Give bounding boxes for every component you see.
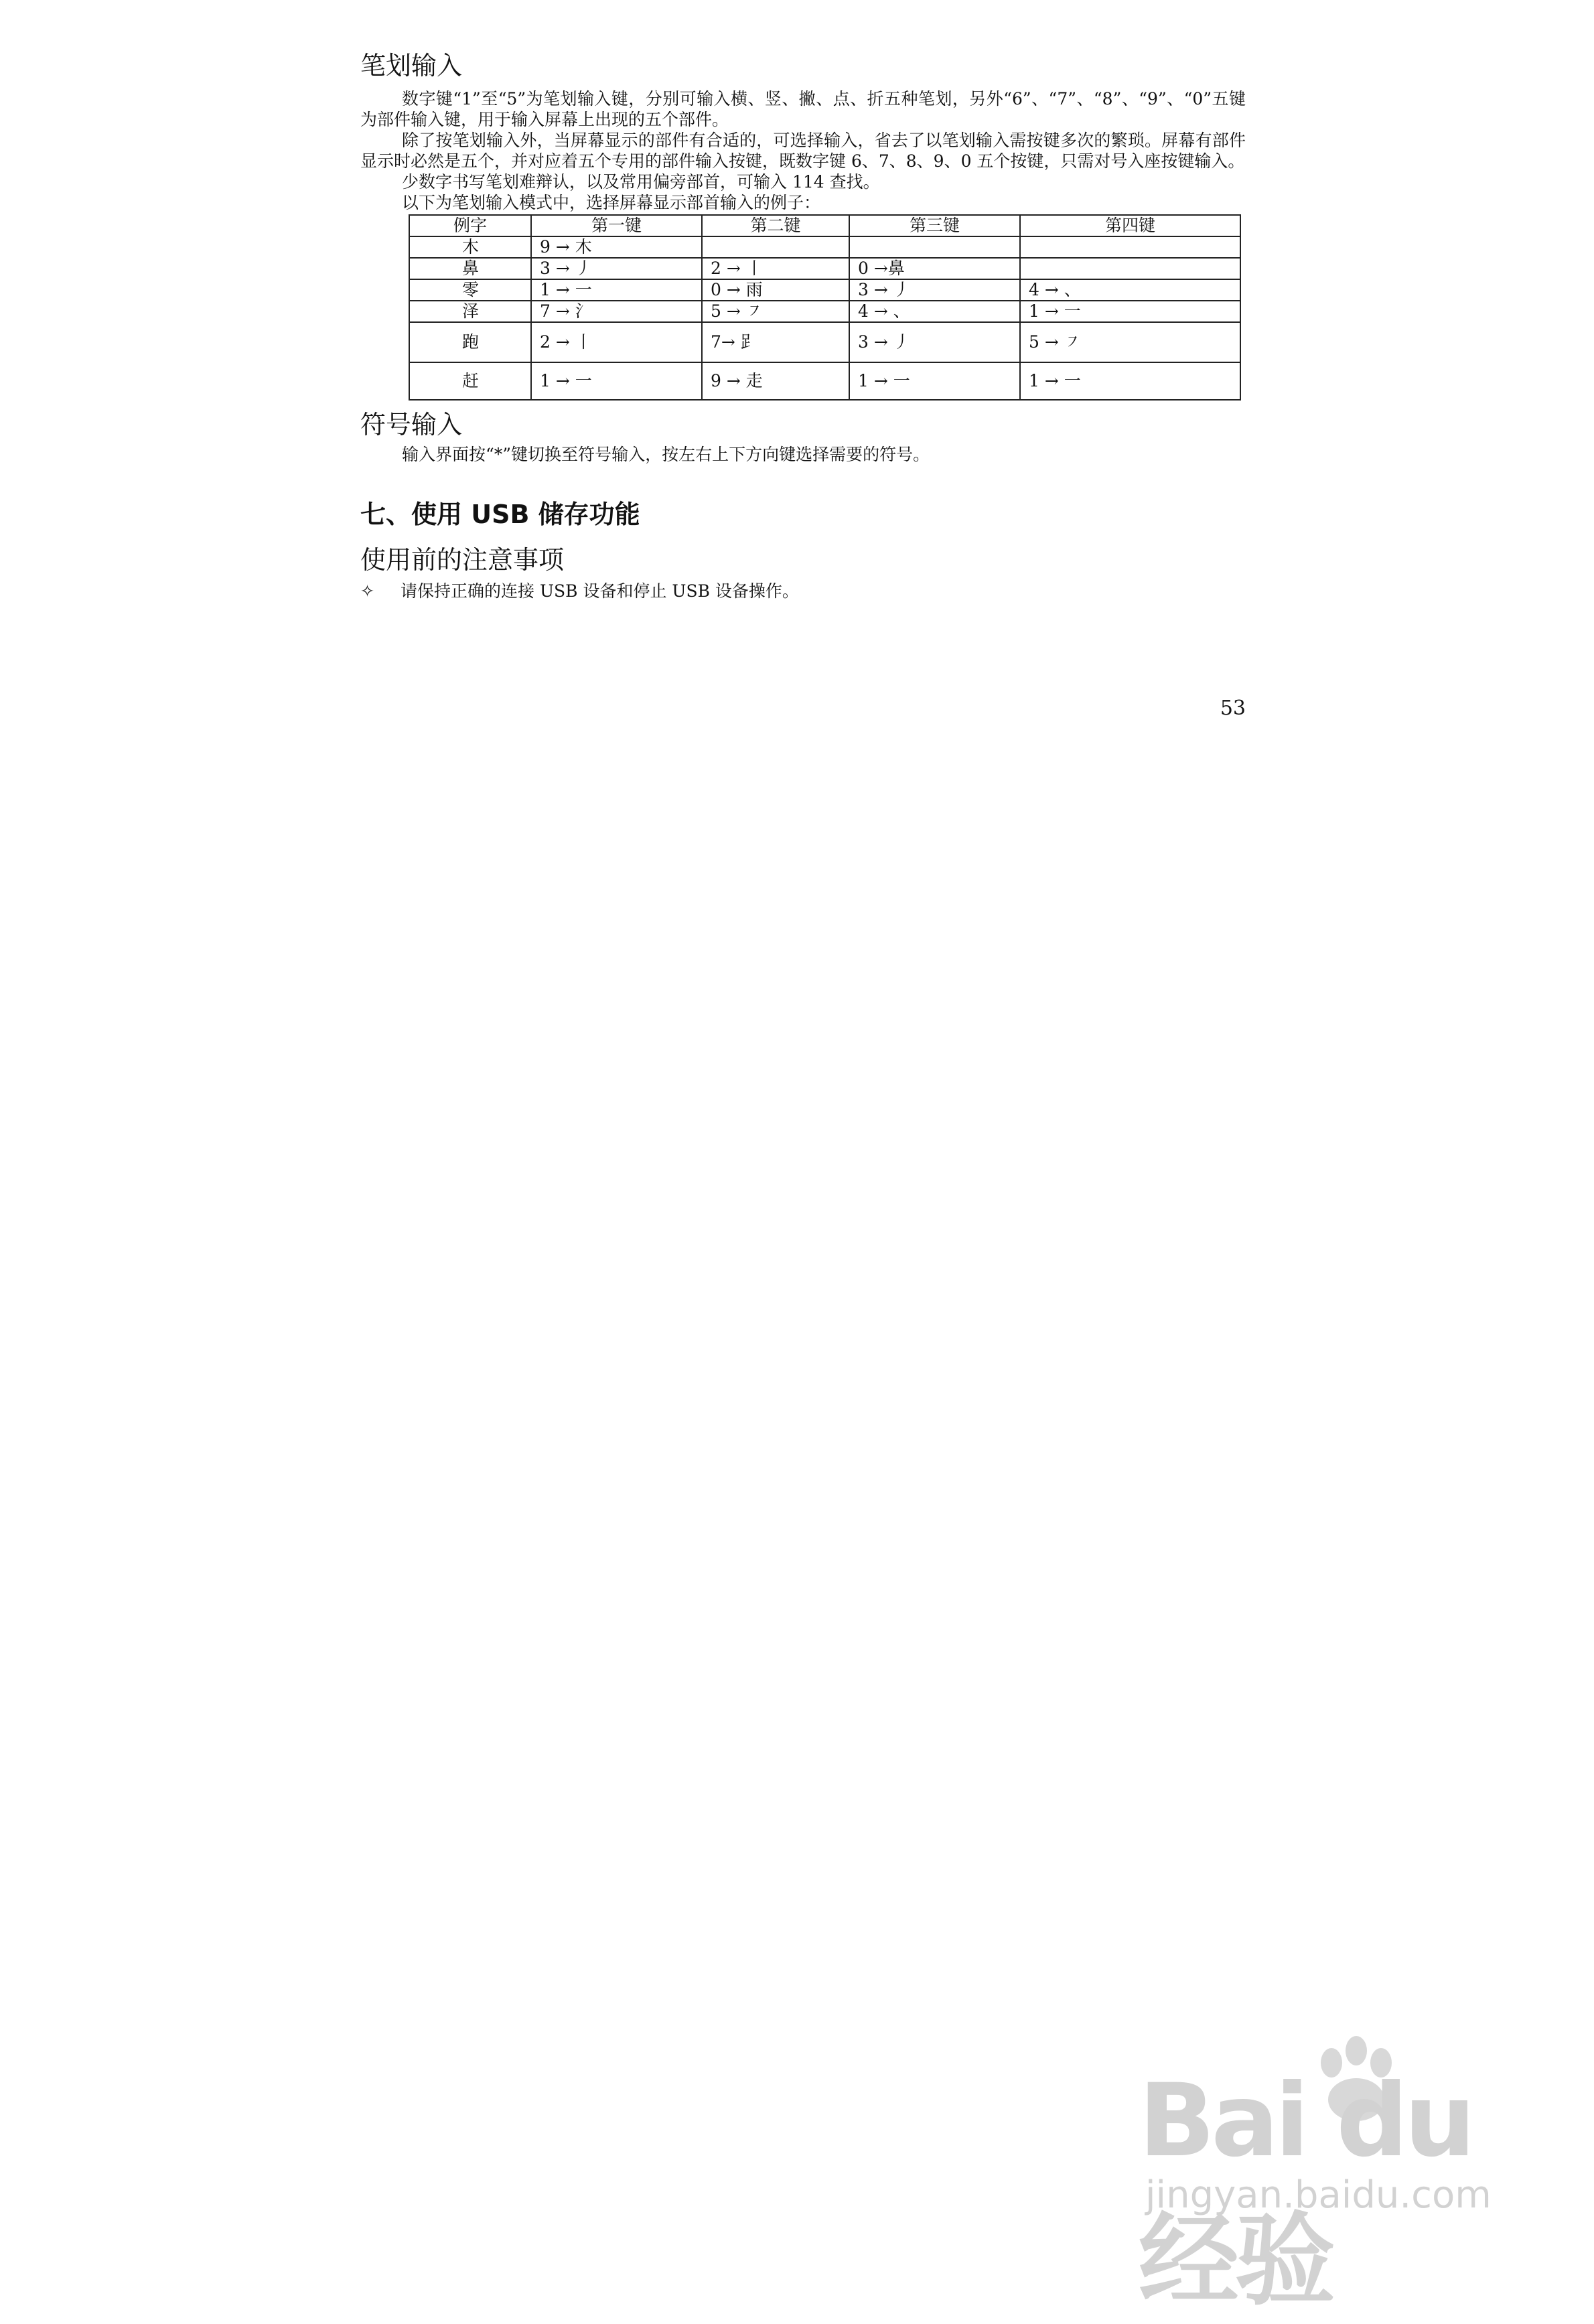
table-header-cell: 第三键 bbox=[849, 215, 1020, 236]
paragraph: 输入界面按“*”键切换至符号输入，按左右上下方向键选择需要的符号。 bbox=[402, 445, 930, 465]
table-cell: 1 → 一 bbox=[1020, 301, 1240, 322]
table-cell: 鼻 bbox=[409, 258, 531, 279]
paragraph: 数字键“1”至“5”为笔划输入键，分别可输入横、竖、撇、点、折五种笔划，另外“6”、“7”、“8”、“9”、“0”五键为部件输入键，用于输入屏幕上出现的五个部件。 bbox=[360, 88, 1246, 129]
page-number: 53 bbox=[1220, 697, 1246, 720]
paragraph: 少数字书写笔划难辩认，以及常用偏旁部首，可输入 114 查找。 bbox=[402, 171, 880, 192]
table-cell: 1 → 一 bbox=[531, 362, 702, 400]
table-row bbox=[409, 236, 1240, 258]
section-title-symbol-input: 符号输入 bbox=[360, 409, 463, 439]
table-row bbox=[409, 362, 1240, 400]
table-cell: 1 → 一 bbox=[1020, 362, 1240, 400]
table-cell: 4 → 、 bbox=[1020, 279, 1240, 301]
paragraph: 除了按笔划输入外，当屏幕显示的部件有合适的，可选择输入，省去了以笔划输入需按键多次的繁琐。屏幕有部件显示时必然是五个，并对应着五个专用的部件输入按键，既数字键 6、7、8、9、0 五个按键，只需对号入座按键输入。 bbox=[360, 130, 1246, 171]
table-row bbox=[409, 322, 1240, 362]
table-header-cell: 第一键 bbox=[531, 215, 702, 236]
section-title-precautions: 使用前的注意事项 bbox=[360, 544, 565, 575]
table-header-cell: 第四键 bbox=[1020, 215, 1240, 236]
watermark-logo-text: Bai du 经验 bbox=[1139, 2063, 1472, 2319]
table-cell: 3 → 丿 bbox=[849, 279, 1020, 301]
paragraph: 以下为笔划输入模式中，选择屏幕显示部首输入的例子： bbox=[402, 192, 821, 212]
note-text: 请保持正确的连接 USB 设备和停止 USB 设备操作。 bbox=[401, 581, 799, 601]
table-header-cell: 例字 bbox=[409, 215, 531, 236]
table-cell: 5 → ㇇ bbox=[1020, 322, 1240, 362]
table-cell: 赶 bbox=[409, 362, 531, 400]
table-row bbox=[409, 258, 1240, 279]
table-cell: 7→ 𧾷 bbox=[702, 322, 849, 362]
table-cell bbox=[702, 236, 849, 258]
table-cell: 4 → 、 bbox=[849, 301, 1020, 322]
table-cell: 木 bbox=[409, 236, 531, 258]
baidu-jingyan-watermark bbox=[1139, 2036, 1514, 2319]
table-cell: 泽 bbox=[409, 301, 531, 322]
table-cell: 跑 bbox=[409, 322, 531, 362]
table-cell: 1 → 一 bbox=[531, 279, 702, 301]
table-cell: 5 → ㇇ bbox=[702, 301, 849, 322]
table-cell bbox=[1020, 258, 1240, 279]
table-header-row bbox=[409, 215, 1240, 236]
stroke-example-table bbox=[409, 214, 1241, 401]
table-cell: 零 bbox=[409, 279, 531, 301]
diamond-bullet-icon: ✧ bbox=[360, 581, 374, 601]
table-header-cell: 第二键 bbox=[702, 215, 849, 236]
table-cell: 0 →鼻 bbox=[849, 258, 1020, 279]
section-title-stroke-input: 笔划输入 bbox=[360, 51, 463, 80]
table-cell: 9 → 走 bbox=[702, 362, 849, 400]
table-row bbox=[409, 279, 1240, 301]
table-cell: 9 → 木 bbox=[531, 236, 702, 258]
chapter-title: 七、使用 USB 储存功能 bbox=[360, 500, 640, 530]
stroke-input-body bbox=[360, 88, 1246, 213]
table-cell: 7 → 氵 bbox=[531, 301, 702, 322]
table-cell: 3 → 丿 bbox=[849, 322, 1020, 362]
page-content bbox=[360, 51, 1246, 601]
table-row bbox=[409, 301, 1240, 322]
table-cell: 3 → 丿 bbox=[531, 258, 702, 279]
list-item bbox=[360, 581, 1246, 601]
table-cell bbox=[1020, 236, 1240, 258]
table-cell: 2 → 丨 bbox=[531, 322, 702, 362]
table-cell: 2 → 丨 bbox=[702, 258, 849, 279]
watermark-url: jingyan.baidu.com bbox=[1145, 2173, 1492, 2217]
table-cell: 0 → 雨 bbox=[702, 279, 849, 301]
table-cell bbox=[849, 236, 1020, 258]
table-cell: 1 → 一 bbox=[849, 362, 1020, 400]
